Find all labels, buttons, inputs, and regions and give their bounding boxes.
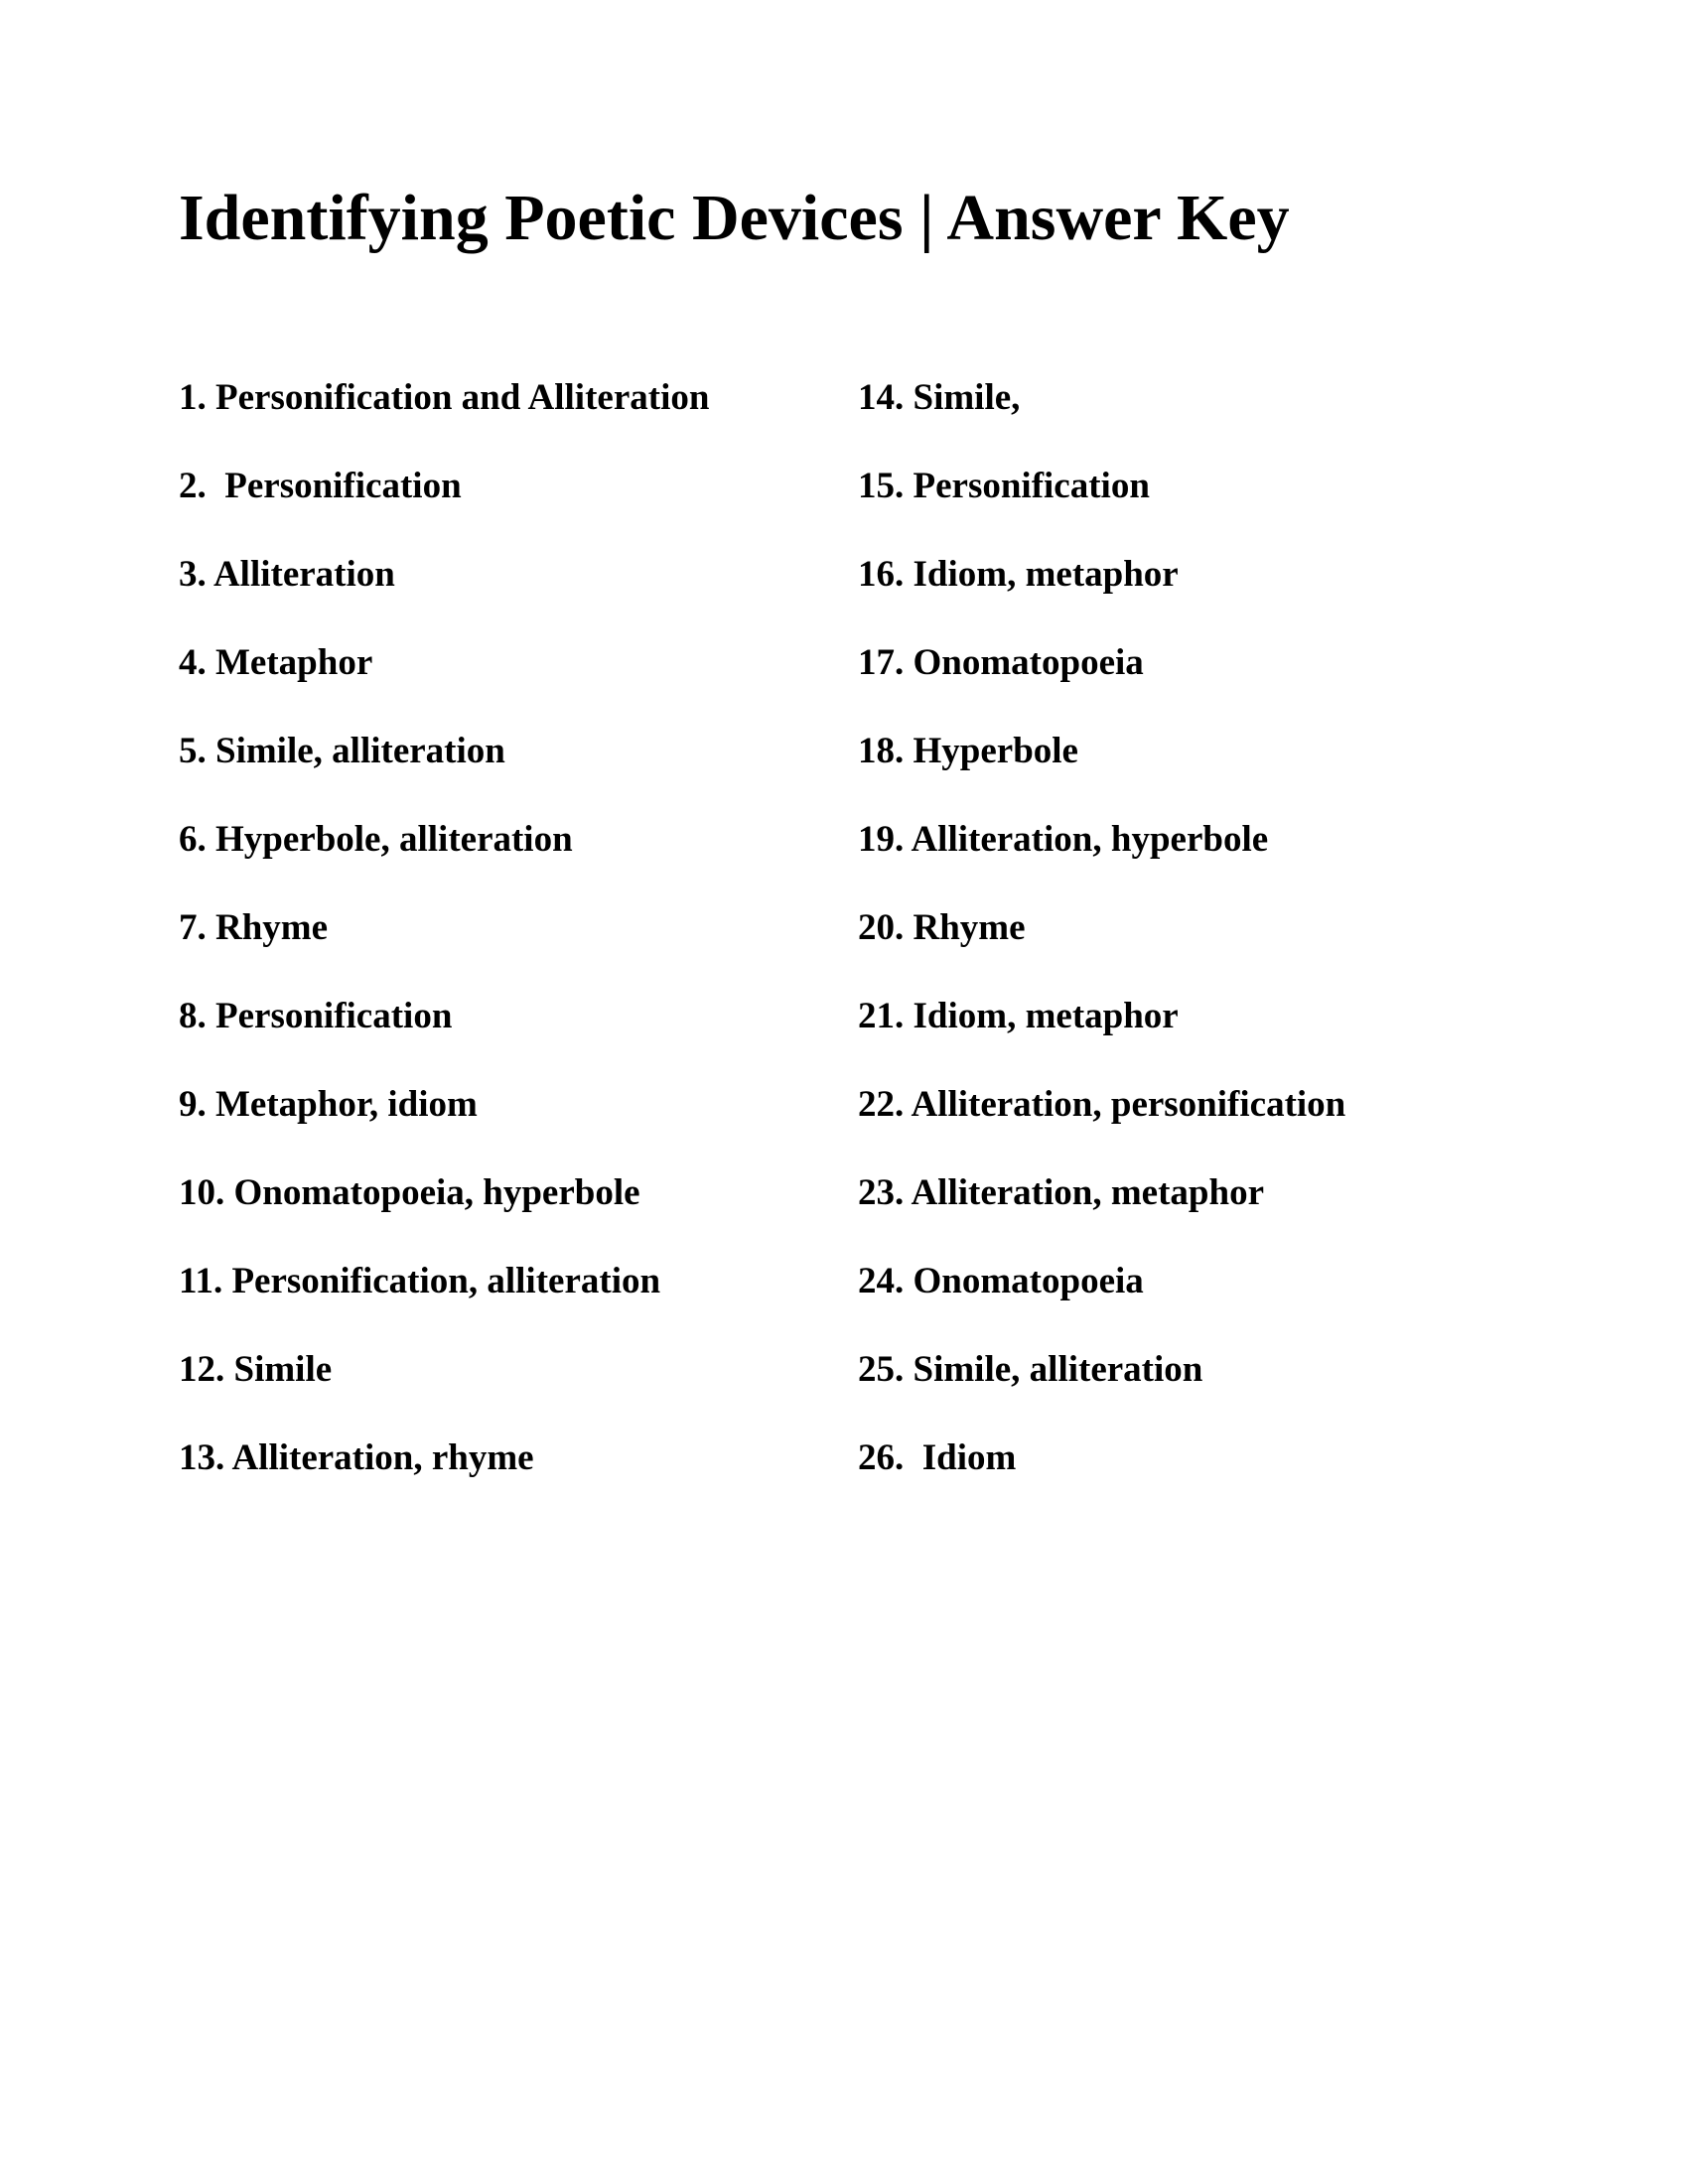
answer-item: 7. Rhyme (179, 907, 329, 948)
answer-item: 1. Personification and Alliteration (179, 377, 710, 418)
answer-item: 11. Personification, alliteration (179, 1261, 661, 1301)
page-title: Identifying Poetic Devices | Answer Key (179, 182, 1290, 254)
answer-item: 3. Alliteration (179, 554, 395, 595)
answer-item: 5. Simile, alliteration (179, 731, 505, 771)
answers-right-column (858, 370, 1345, 1519)
answer-item: 25. Simile, alliteration (858, 1349, 1203, 1390)
answer-item: 14. Simile, (858, 377, 1021, 418)
answer-item: 20. Rhyme (858, 907, 1026, 948)
answer-item: 10. Onomatopoeia, hyperbole (179, 1172, 640, 1213)
answer-item: 6. Hyperbole, alliteration (179, 819, 573, 860)
answer-item: 12. Simile (179, 1349, 333, 1390)
answer-item: 24. Onomatopoeia (858, 1261, 1144, 1301)
answer-item: 8. Personification (179, 996, 453, 1036)
answer-item: 9. Metaphor, idiom (179, 1084, 478, 1125)
answer-item: 18. Hyperbole (858, 731, 1078, 771)
answer-item: 2. Personification (179, 466, 462, 506)
answer-item: 15. Personification (858, 466, 1150, 506)
answer-item: 26. Idiom (858, 1437, 1017, 1478)
answer-item: 23. Alliteration, metaphor (858, 1172, 1265, 1213)
answer-item: 21. Idiom, metaphor (858, 996, 1179, 1036)
answer-item: 22. Alliteration, personification (858, 1084, 1346, 1125)
answer-item: 16. Idiom, metaphor (858, 554, 1179, 595)
answers-left-column (179, 370, 709, 1519)
answer-item: 17. Onomatopoeia (858, 642, 1144, 683)
answer-item: 13. Alliteration, rhyme (179, 1437, 534, 1478)
answer-item: 19. Alliteration, hyperbole (858, 819, 1269, 860)
answer-item: 4. Metaphor (179, 642, 373, 683)
